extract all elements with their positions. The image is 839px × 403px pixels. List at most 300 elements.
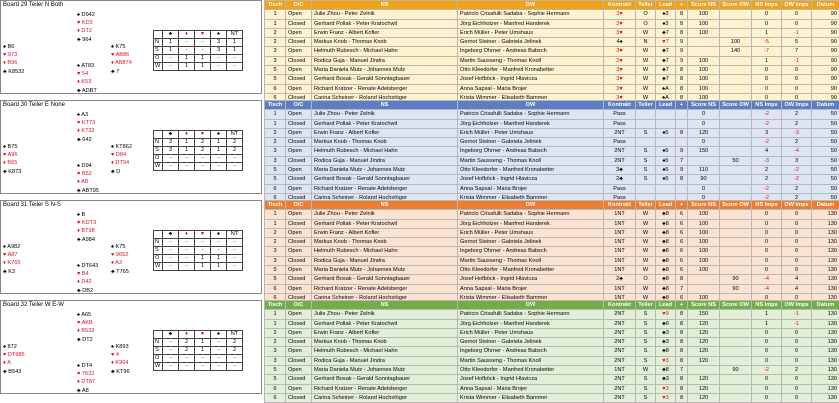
- table-cell: 0: [782, 328, 812, 337]
- table-cell: Gerhard Bosak - Gerald Sonntagbauer: [312, 75, 458, 84]
- table-cell: Anna Sapsal - Maria Brojer: [458, 184, 604, 193]
- board-block: [0, 200, 839, 294]
- table-cell: 90: [812, 66, 839, 75]
- tricks-cell: 1: [227, 39, 243, 47]
- table-cell: 5: [265, 66, 286, 75]
- table-row: [265, 266, 839, 275]
- table-cell: Helmuth Rubesch - Michael Hahn: [312, 47, 458, 56]
- table-cell: 2: [752, 175, 782, 184]
- table-cell: 5: [265, 375, 286, 384]
- table-cell: ♠A: [656, 84, 676, 93]
- table-cell: 0: [782, 393, 812, 402]
- tricks-cell: N: [154, 339, 163, 347]
- tricks-cell: S: [154, 147, 163, 155]
- column-header: Datum: [812, 1, 839, 10]
- table-cell: Closed: [286, 138, 312, 147]
- table-cell: ♣8: [656, 284, 676, 293]
- column-header: NS Imps: [752, 301, 782, 310]
- tricks-row: [154, 163, 243, 171]
- table-cell: 2: [782, 110, 812, 119]
- column-header: NS: [312, 1, 458, 10]
- tricks-cell: -: [179, 255, 195, 263]
- table-cell: S: [636, 375, 656, 384]
- table-cell: N: [636, 38, 656, 47]
- results-table: [264, 300, 839, 403]
- column-header: Tisch: [265, 301, 286, 310]
- table-cell: 0: [782, 338, 812, 347]
- table-cell: [688, 284, 720, 293]
- table-cell: 2: [265, 138, 286, 147]
- table-cell: 6: [265, 184, 286, 193]
- table-row: [265, 210, 839, 219]
- hand-suit-line: ♥ 7632: [77, 370, 95, 378]
- table-cell: S: [636, 128, 656, 137]
- table-cell: W: [636, 256, 656, 265]
- tricks-cell: -: [211, 247, 227, 255]
- tricks-header-cell: [154, 331, 163, 339]
- table-cell: Open: [286, 47, 312, 56]
- column-header: Score OW: [720, 201, 752, 210]
- hand-suit-line: ♥ 9652: [111, 251, 129, 259]
- hand-suit-line: ♦ DT2: [77, 27, 95, 35]
- table-cell: 0: [752, 375, 782, 384]
- table-cell: 3♥: [604, 75, 636, 84]
- table-cell: Closed: [286, 338, 312, 347]
- tricks-header-cell: ♥: [195, 31, 211, 39]
- table-cell: 130: [812, 238, 839, 247]
- table-cell: [676, 138, 688, 147]
- table-cell: Richard Kratzer - Renate Adelsberger: [312, 284, 458, 293]
- table-cell: Closed: [286, 75, 312, 84]
- table-cell: 130: [812, 356, 839, 365]
- table-cell: S: [636, 356, 656, 365]
- tricks-cell: -: [227, 355, 243, 363]
- tricks-row: [154, 55, 243, 63]
- table-cell: 0: [688, 138, 720, 147]
- column-header: Teiler: [636, 1, 656, 10]
- table-cell: ♣8: [656, 366, 676, 375]
- table-cell: 120: [688, 319, 720, 328]
- tricks-cell: 1: [195, 339, 211, 347]
- table-cell: Markus Knob - Thomas Knob: [312, 238, 458, 247]
- results-header-row: [265, 1, 839, 10]
- table-row: [265, 38, 839, 47]
- table-cell: W: [636, 238, 656, 247]
- tricks-cell: -: [211, 155, 227, 163]
- column-header: Lead: [656, 301, 676, 310]
- table-cell: 100: [688, 66, 720, 75]
- hand-suit-line: ♣ KT96: [111, 368, 130, 376]
- table-row: [265, 119, 839, 128]
- hand-south: [77, 62, 97, 95]
- table-cell: 0: [782, 266, 812, 275]
- table-cell: 100: [688, 19, 720, 28]
- table-cell: 5: [265, 366, 286, 375]
- table-cell: 2: [782, 193, 812, 202]
- tricks-cell: 2: [227, 339, 243, 347]
- table-cell: 3: [265, 47, 286, 56]
- table-cell: Maria Daniela Mutz - Johannes Mutz: [312, 166, 458, 175]
- tricks-cell: S: [154, 347, 163, 355]
- table-cell: ♠3: [656, 19, 676, 28]
- table-cell: -1: [782, 28, 812, 37]
- table-cell: -2: [752, 119, 782, 128]
- column-header: NS: [312, 301, 458, 310]
- table-cell: Ingeborg Ohrner - Andreas Babsch: [458, 47, 604, 56]
- table-cell: 3♥: [604, 93, 636, 102]
- column-header: OW: [458, 201, 604, 210]
- tricks-cell: S: [154, 47, 163, 55]
- table-cell: [720, 110, 752, 119]
- table-cell: 90: [812, 47, 839, 56]
- tricks-cell: -: [179, 47, 195, 55]
- table-cell: Ingeborg Ohrner - Andreas Babsch: [458, 147, 604, 156]
- tricks-cell: N: [154, 239, 163, 247]
- table-cell: S: [636, 166, 656, 175]
- tricks-cell: -: [227, 363, 243, 371]
- tricks-cell: -: [195, 239, 211, 247]
- table-cell: ♠5: [656, 175, 676, 184]
- table-cell: 0: [752, 75, 782, 84]
- column-header: NS: [312, 201, 458, 210]
- tricks-cell: -: [227, 263, 243, 271]
- table-cell: 50: [720, 156, 752, 165]
- table-cell: 2NT: [604, 384, 636, 393]
- hand-suit-line: ♣ DT2: [77, 336, 94, 344]
- table-cell: 0: [782, 356, 812, 365]
- tricks-cell: -: [211, 163, 227, 171]
- table-cell: 4: [752, 147, 782, 156]
- table-cell: Closed: [286, 93, 312, 102]
- hand-suit-line: ♥ B52: [77, 170, 99, 178]
- table-cell: Julie Zhou - Peter Zelnik: [312, 210, 458, 219]
- table-cell: [656, 119, 676, 128]
- hand-suit-line: ♦ A3: [111, 259, 129, 267]
- table-cell: 7: [676, 156, 688, 165]
- table-cell: 6: [265, 393, 286, 402]
- hand-suit-line: ♦ D42: [77, 278, 98, 286]
- table-cell: 9: [676, 47, 688, 56]
- table-cell: Gerhard Pollak - Peter Kratochwil: [312, 219, 458, 228]
- table-cell: 2NT: [604, 310, 636, 319]
- table-cell: 1NT: [604, 210, 636, 219]
- table-cell: 1NT: [604, 293, 636, 302]
- table-cell: [688, 366, 720, 375]
- column-header: Score NS: [688, 301, 720, 310]
- table-cell: 0: [752, 210, 782, 219]
- table-cell: Jörg Eichholzer - Manfred Handerek: [458, 19, 604, 28]
- table-cell: 2: [782, 184, 812, 193]
- table-cell: 2: [265, 128, 286, 137]
- table-cell: Richard Kratzer - Renate Adelsberger: [312, 384, 458, 393]
- table-cell: 8: [676, 275, 688, 284]
- table-cell: Anna Sapsal - Maria Brojer: [458, 384, 604, 393]
- table-cell: 6: [265, 84, 286, 93]
- tricks-cell: -: [163, 255, 179, 263]
- table-cell: 7: [782, 47, 812, 56]
- table-cell: 100: [688, 210, 720, 219]
- table-cell: 130: [812, 393, 839, 402]
- table-cell: 3: [265, 147, 286, 156]
- hand-south: [77, 162, 99, 195]
- table-row: [265, 328, 839, 337]
- hand-suit-line: ♠ B6: [3, 43, 24, 51]
- table-cell: 0: [752, 84, 782, 93]
- table-cell: ♥9: [656, 310, 676, 319]
- table-cell: -2: [782, 166, 812, 175]
- table-cell: 100: [688, 228, 720, 237]
- table-cell: 0: [782, 93, 812, 102]
- table-cell: 6: [676, 293, 688, 302]
- table-cell: 6: [676, 266, 688, 275]
- table-cell: [676, 110, 688, 119]
- tricks-row: [154, 63, 243, 71]
- table-row: [265, 219, 839, 228]
- table-cell: 90: [812, 19, 839, 28]
- tricks-cell: -: [211, 239, 227, 247]
- table-cell: ♣8: [656, 275, 676, 284]
- table-cell: 130: [812, 384, 839, 393]
- table-cell: 1: [265, 310, 286, 319]
- hand-suit-line: ♣ D: [111, 168, 132, 176]
- table-cell: [656, 184, 676, 193]
- table-cell: W: [636, 210, 656, 219]
- board-diagram: [0, 300, 262, 394]
- hand-suit-line: ♦ DT94: [111, 159, 132, 167]
- hand-suit-line: ♠ KT862: [111, 143, 132, 151]
- table-cell: 50: [812, 119, 839, 128]
- table-cell: 0: [782, 256, 812, 265]
- table-cell: 100: [688, 28, 720, 37]
- tricks-cell: N: [154, 139, 163, 147]
- table-cell: ♣7: [656, 66, 676, 75]
- table-cell: Open: [286, 166, 312, 175]
- table-cell: Josef Hofböck - Ingrid Hlavicza: [458, 275, 604, 284]
- table-cell: 90: [720, 366, 752, 375]
- tricks-header-cell: ♣: [163, 31, 179, 39]
- table-cell: [720, 247, 752, 256]
- table-cell: [636, 138, 656, 147]
- table-cell: S: [636, 175, 656, 184]
- table-cell: 5: [265, 166, 286, 175]
- column-header: Score OW: [720, 1, 752, 10]
- table-cell: ♥7: [656, 38, 676, 47]
- column-header: +: [676, 1, 688, 10]
- table-cell: -2: [752, 110, 782, 119]
- table-cell: Richard Kratzer - Renate Adelsberger: [312, 184, 458, 193]
- hand-suit-line: ♦ K765: [3, 259, 20, 267]
- table-cell: Gerhard Bosak - Gerald Sonntagbauer: [312, 275, 458, 284]
- table-cell: 100: [688, 247, 720, 256]
- table-cell: [720, 228, 752, 237]
- board-diagram: [0, 100, 262, 194]
- tricks-row: [154, 47, 243, 55]
- column-header: Teiler: [636, 201, 656, 210]
- table-cell: S: [636, 393, 656, 402]
- results-table: [264, 100, 839, 203]
- tricks-cell: -: [227, 63, 243, 71]
- table-cell: 0: [752, 266, 782, 275]
- table-row: [265, 393, 839, 402]
- table-cell: Closed: [286, 375, 312, 384]
- table-cell: 130: [812, 210, 839, 219]
- hand-suit-line: ♣ K3: [3, 268, 20, 276]
- table-cell: 6: [676, 256, 688, 265]
- table-cell: Closed: [286, 238, 312, 247]
- table-cell: 0: [782, 75, 812, 84]
- column-header: OW: [458, 1, 604, 10]
- tricks-cell: -: [211, 363, 227, 371]
- table-cell: 130: [812, 284, 839, 293]
- table-cell: Helmuth Rubesch - Michael Hahn: [312, 147, 458, 156]
- tricks-row: [154, 339, 243, 347]
- table-cell: Closed: [286, 56, 312, 65]
- table-cell: 8: [676, 384, 688, 393]
- table-cell: 0: [782, 210, 812, 219]
- results-header-row: [265, 101, 839, 110]
- table-cell: 130: [812, 266, 839, 275]
- tricks-cell: 3: [163, 139, 179, 147]
- table-cell: 3: [265, 356, 286, 365]
- table-cell: Open: [286, 347, 312, 356]
- table-cell: Martin Sausseng - Thomas Knoll: [458, 256, 604, 265]
- hand-suit-line: ♦ DT87: [77, 378, 95, 386]
- tricks-header-cell: ♥: [195, 331, 211, 339]
- tricks-header-cell: ♣: [163, 131, 179, 139]
- table-cell: W: [636, 56, 656, 65]
- table-cell: ♣7: [656, 28, 676, 37]
- table-cell: 5: [782, 38, 812, 47]
- table-cell: 1: [265, 210, 286, 219]
- table-cell: ♣8: [656, 266, 676, 275]
- table-cell: 0: [782, 84, 812, 93]
- table-cell: 3♥: [604, 10, 636, 19]
- table-cell: 130: [812, 338, 839, 347]
- column-header: Score OW: [720, 301, 752, 310]
- table-cell: [688, 275, 720, 284]
- table-cell: 2♣: [604, 175, 636, 184]
- tricks-header-cell: ♦: [179, 231, 195, 239]
- table-cell: ♣8: [656, 247, 676, 256]
- tricks-cell: 3: [163, 147, 179, 155]
- table-cell: [720, 356, 752, 365]
- table-cell: 2: [782, 138, 812, 147]
- table-cell: 50: [812, 184, 839, 193]
- table-cell: 0: [752, 356, 782, 365]
- table-cell: 120: [688, 328, 720, 337]
- table-cell: 3♥: [604, 84, 636, 93]
- table-cell: ♣3: [656, 375, 676, 384]
- tricks-header-cell: ♦: [179, 31, 195, 39]
- table-cell: Otto Kleedorfer - Manfred Kronabetter: [458, 366, 604, 375]
- hand-suit-line: ♣ T765: [111, 268, 129, 276]
- hand-suit-line: ♠ DT4: [77, 362, 95, 370]
- table-cell: ♠5: [656, 166, 676, 175]
- tricks-cell: 3: [211, 47, 227, 55]
- table-cell: -3: [782, 128, 812, 137]
- table-cell: Erwin Franz - Albert Kofler: [312, 28, 458, 37]
- hand-suit-line: ♥ 4: [111, 351, 130, 359]
- table-cell: Closed: [286, 193, 312, 202]
- tricks-cell: -: [227, 255, 243, 263]
- table-cell: 3: [265, 256, 286, 265]
- tricks-row: [154, 347, 243, 355]
- table-cell: [720, 238, 752, 247]
- table-cell: 100: [688, 238, 720, 247]
- table-cell: [720, 310, 752, 319]
- table-cell: [720, 210, 752, 219]
- table-cell: 100: [688, 93, 720, 102]
- table-cell: [676, 184, 688, 193]
- table-cell: 0: [752, 10, 782, 19]
- table-cell: ♣7: [656, 75, 676, 84]
- table-cell: [720, 256, 752, 265]
- table-cell: 8: [676, 175, 688, 184]
- table-cell: [720, 128, 752, 137]
- table-cell: Open: [286, 366, 312, 375]
- table-cell: -2: [752, 366, 782, 375]
- table-row: [265, 366, 839, 375]
- table-cell: Open: [286, 328, 312, 337]
- column-header: O/C: [286, 301, 312, 310]
- hand-suit-line: ♥ AB86: [111, 51, 132, 59]
- table-cell: Open: [286, 266, 312, 275]
- table-cell: 1NT: [604, 247, 636, 256]
- tricks-cell: 1: [211, 263, 227, 271]
- table-cell: 110: [688, 166, 720, 175]
- table-cell: W: [636, 293, 656, 302]
- table-cell: O: [636, 10, 656, 19]
- table-cell: ♠3: [656, 10, 676, 19]
- column-header: NS: [312, 101, 458, 110]
- table-row: [265, 347, 839, 356]
- table-cell: 8: [676, 319, 688, 328]
- table-cell: 1: [265, 119, 286, 128]
- table-cell: -4: [752, 284, 782, 293]
- table-cell: 7: [676, 284, 688, 293]
- table-cell: [720, 338, 752, 347]
- table-row: [265, 56, 839, 65]
- table-cell: [636, 119, 656, 128]
- tricks-cell: 1: [163, 39, 179, 47]
- table-cell: 100: [688, 256, 720, 265]
- tricks-cell: -: [179, 163, 195, 171]
- tricks-header-cell: ♠: [211, 231, 227, 239]
- table-cell: [688, 156, 720, 165]
- table-cell: S: [636, 338, 656, 347]
- tricks-cell: 1: [195, 347, 211, 355]
- table-cell: 8: [676, 356, 688, 365]
- table-cell: S: [636, 156, 656, 165]
- table-row: [265, 166, 839, 175]
- table-cell: 90: [812, 75, 839, 84]
- table-row: [265, 75, 839, 84]
- table-cell: 120: [688, 347, 720, 356]
- table-row: [265, 384, 839, 393]
- table-cell: 1NT: [604, 284, 636, 293]
- tricks-header-cell: ♠: [211, 131, 227, 139]
- table-cell: 8: [676, 338, 688, 347]
- column-header: Teiler: [636, 101, 656, 110]
- tricks-row: [154, 239, 243, 247]
- hand-suit-line: ♠ K75: [111, 243, 129, 251]
- column-header: O/C: [286, 101, 312, 110]
- table-cell: 100: [688, 266, 720, 275]
- table-cell: ♠5: [656, 156, 676, 165]
- table-cell: 6: [265, 384, 286, 393]
- table-cell: 8: [676, 10, 688, 19]
- table-cell: ♣8: [656, 219, 676, 228]
